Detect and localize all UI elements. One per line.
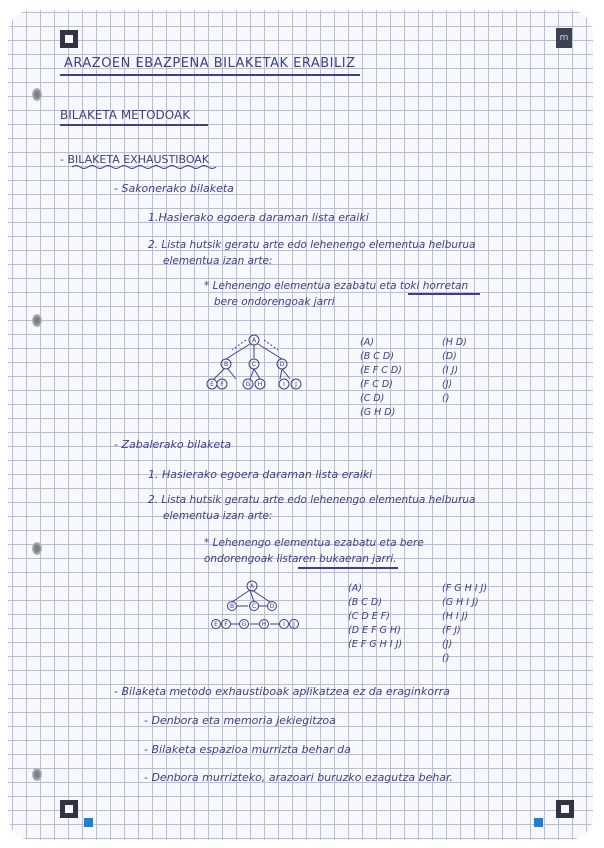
breadth-list-entry: (H I J) [442,611,469,622]
depth-tree-node: J [295,381,297,388]
section-underline [60,124,208,126]
depth-list-entry: (D) [442,351,457,362]
breadth-tree-node: B [229,603,235,610]
breadth-search-heading: - Zabalerako bilaketa [114,438,232,451]
breadth-tree-node: F [224,621,228,628]
depth-tree-node: A [251,337,257,344]
conclusion-item: - Denbora murrizteko, arazoari buruzko ezagutza behar. [144,771,454,784]
breadth-tree-node: I [283,621,285,628]
breadth-step-2-line-2: elementua izan arte: [163,510,273,522]
breadth-step-1: 1. Hasierako egoera daraman lista eraiki [148,468,373,481]
depth-tree-node: E [210,381,214,388]
page-title: ARAZOEN EBAZPENA BILAKETAK ERABILIZ [64,56,356,71]
notebook-logo-text: m [559,33,569,43]
breadth-list-entry: () [442,653,450,664]
depth-list-entry: () [442,393,450,404]
subsection-wavy-underline [72,164,232,170]
depth-step-2-line-2: elementua izan arte: [163,255,273,267]
breadth-list-entry: (A) [348,583,362,594]
corner-mark-bottom-left [60,800,78,818]
binder-hole [32,88,42,101]
breadth-list-entry: (J) [442,639,453,650]
depth-rule-line-1: * Lehenengo elementua ezabatu eta toki horretan [204,280,469,292]
depth-list-entry: (J) [442,379,453,390]
depth-list-entry: (A) [360,337,374,348]
depth-tree-node: I [283,381,285,388]
breadth-list-entry: (C D E F) [348,611,390,622]
depth-list-column-1 [360,336,402,420]
breadth-tree-node: G [241,621,247,628]
depth-search-heading: - Sakonerako bilaketa [114,182,234,195]
breadth-tree-node: E [214,621,218,628]
breadth-tree-node: A [249,583,255,590]
depth-tree-node: B [223,361,229,368]
notebook-logo-badge [556,28,572,48]
breadth-rule-line-2: ondorengoak listaren bukaeran jarri. [204,553,397,565]
binder-hole [32,314,42,327]
breadth-tree-node: J [293,621,295,628]
title-underline [60,74,360,76]
depth-list-entry: (C D) [360,393,385,404]
breadth-list-entry: (F J) [442,625,461,636]
binder-hole [32,542,42,555]
depth-list-entry: (F C D) [360,379,393,390]
depth-tree-node: H [257,381,263,388]
breadth-list-entry: (G H I J) [442,597,479,608]
breadth-list-column-2 [442,582,487,666]
conclusion-heading: - Bilaketa metodo exhaustiboak aplikatzea ez da eraginkorra [114,685,450,698]
depth-tree-node: G [245,381,251,388]
depth-list-entry: (E F C D) [360,365,402,376]
breadth-search-tree [210,578,310,630]
corner-square-bottom-left [84,818,93,827]
depth-tree-node: F [220,381,224,388]
depth-list-column-2 [442,336,467,406]
depth-rule-line-2: bere ondorengoak jarri [214,296,335,308]
breadth-list-entry: (E F G H I J) [348,639,403,650]
breadth-list-entry: (D E F G H) [348,625,401,636]
depth-list-entry: (H D) [442,337,467,348]
section-heading: BILAKETA METODOAK [60,108,191,122]
depth-search-tree [204,332,314,394]
binder-hole [32,768,42,781]
depth-step-1: 1.Hasierako egoera daraman lista eraiki [148,211,369,224]
conclusion-item: - Bilaketa espazioa murrizta behar da [144,743,351,756]
depth-rule-underline [408,293,480,295]
corner-mark-top-left [60,30,78,48]
breadth-rule-line-1: * Lehenengo elementua ezabatu eta bere [204,537,424,549]
breadth-list-entry: (B C D) [348,597,382,608]
depth-list-entry: (G H D) [360,407,396,418]
breadth-tree-node: C [251,603,257,610]
depth-list-entry: (B C D) [360,351,394,362]
depth-tree-node: D [279,361,285,368]
depth-tree-node: C [251,361,257,368]
subsection-heading: - BILAKETA EXHAUSTIBOAK [60,153,210,166]
depth-step-2-line-1: 2. Lista hutsik geratu arte edo lehenengo elementua helburua [148,239,476,251]
corner-mark-bottom-right [556,800,574,818]
conclusion-item: - Denbora eta memoria jekiegitzoa [144,714,336,727]
notebook-page [8,10,593,840]
breadth-step-2-line-1: 2. Lista hutsik geratu arte edo lehenengo elementua helburua [148,494,476,506]
breadth-list-entry: (F G H I J) [442,583,488,594]
breadth-list-column-1 [348,582,402,652]
breadth-tree-node: H [261,621,267,628]
corner-square-bottom-right [534,818,543,827]
breadth-tree-node: D [269,603,275,610]
depth-list-entry: (I J) [442,365,459,376]
breadth-rule-underline [298,567,398,569]
